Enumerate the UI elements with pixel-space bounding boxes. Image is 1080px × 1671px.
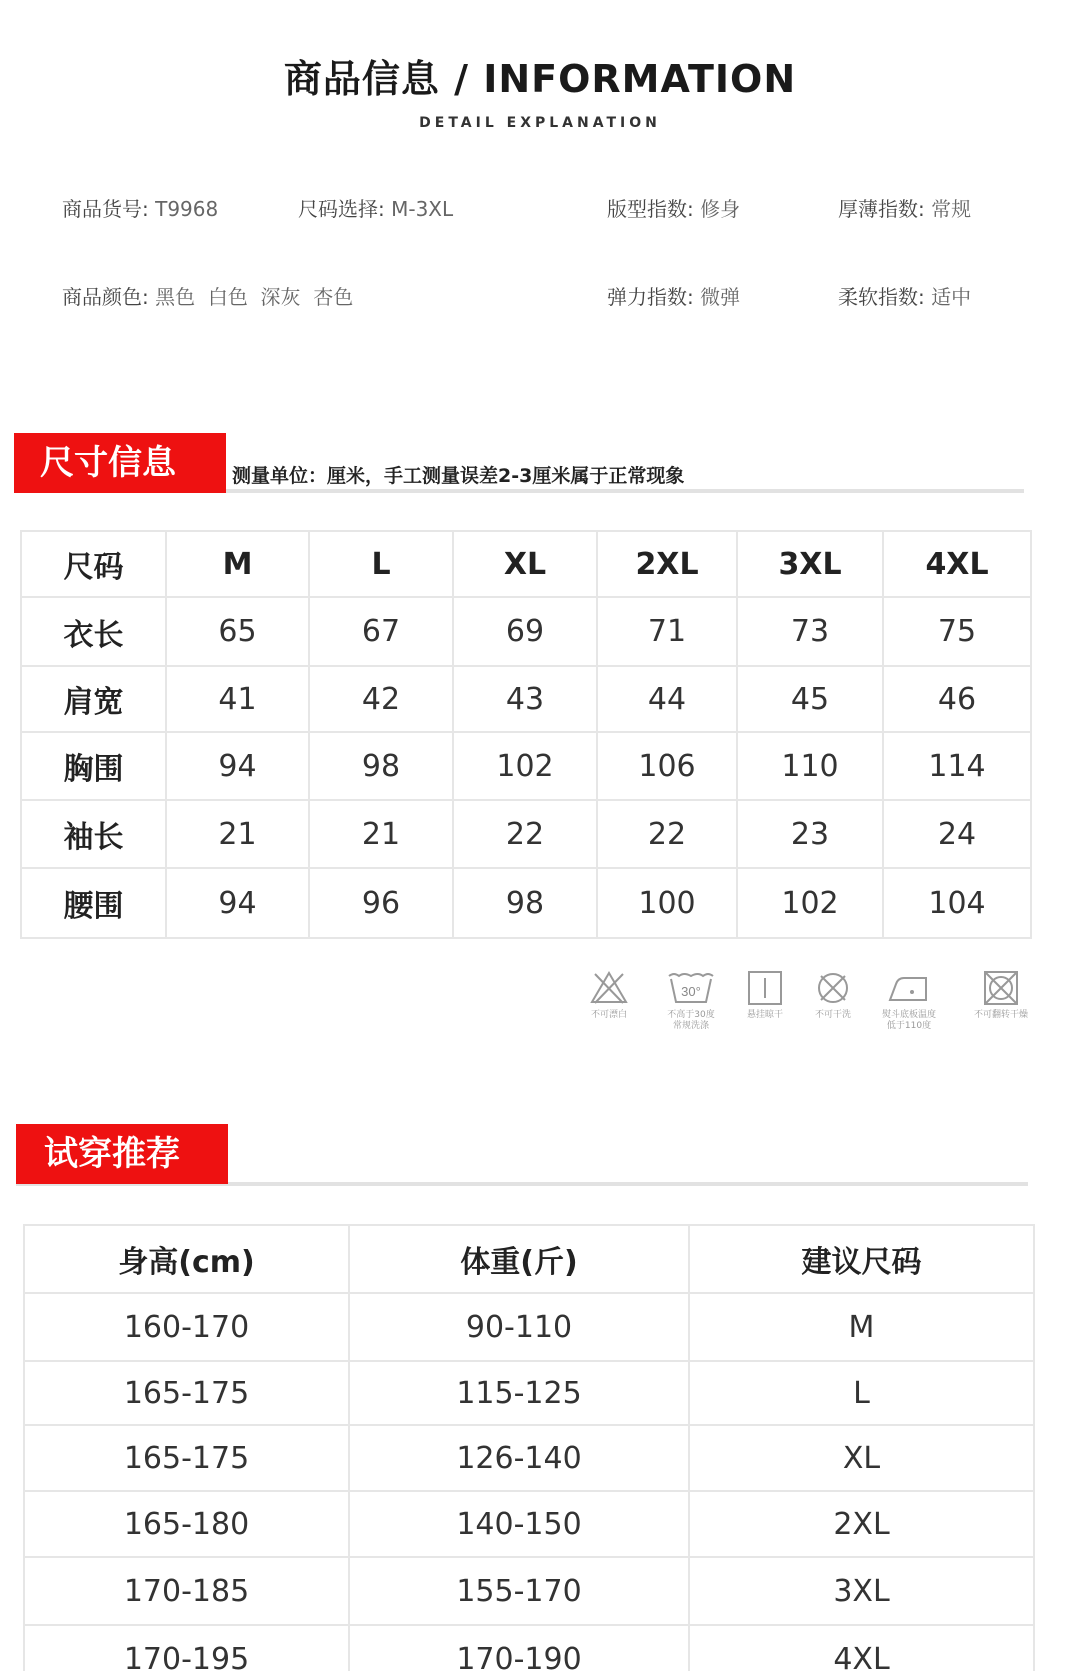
measurement-name: 衣长	[21, 597, 166, 666]
measurement-value: 41	[166, 666, 309, 732]
care-item: 不可漂白	[574, 970, 644, 1021]
fit-table-row	[24, 1557, 1034, 1625]
size-table-row	[21, 666, 1031, 732]
size-table	[20, 530, 1032, 939]
info-item-size-range: 尺码选择: M-3XL	[298, 197, 454, 221]
care-item: 不可干洗	[803, 970, 863, 1021]
weight-range: 140-150	[349, 1491, 689, 1557]
measurement-value: 73	[737, 597, 883, 666]
recommended-size: L	[689, 1361, 1034, 1425]
measurement-value: 106	[597, 732, 737, 800]
measurement-value: 65	[166, 597, 309, 666]
fit-table	[23, 1224, 1035, 1671]
svg-text:30°: 30°	[681, 984, 701, 999]
measurement-value: 69	[453, 597, 597, 666]
page-subtitle: DETAIL EXPLANATION	[419, 115, 661, 131]
recommended-size: M	[689, 1293, 1034, 1361]
measurement-value: 43	[453, 666, 597, 732]
iron-low-icon	[886, 970, 932, 1006]
fit-section-label: 试穿推荐	[16, 1124, 228, 1184]
recommended-size: XL	[689, 1425, 1034, 1491]
no-dry-clean-icon	[815, 970, 851, 1006]
measurement-value: 22	[453, 800, 597, 868]
measurement-value: 114	[883, 732, 1031, 800]
size-table-header-cell: 4XL	[883, 531, 1031, 597]
measurement-value: 23	[737, 800, 883, 868]
measurement-value: 44	[597, 666, 737, 732]
page-title: 商品信息 / INFORMATION	[283, 57, 797, 101]
size-table-header-cell: 尺码	[21, 531, 166, 597]
height-range: 170-185	[24, 1557, 349, 1625]
info-item-sku: 商品货号: T9968	[62, 197, 219, 221]
measurement-value: 46	[883, 666, 1031, 732]
size-table-row	[21, 732, 1031, 800]
weight-range: 155-170	[349, 1557, 689, 1625]
measurement-note: 测量单位：厘米，手工测量误差2-3厘米属于正常现象	[232, 465, 685, 487]
care-item: 悬挂晾干	[735, 970, 795, 1021]
fit-section-header	[16, 1124, 1028, 1184]
fit-table-header-cell: 身高(cm)	[24, 1225, 349, 1293]
measurement-value: 45	[737, 666, 883, 732]
measurement-value: 24	[883, 800, 1031, 868]
measurement-value: 22	[597, 800, 737, 868]
measurement-value: 100	[597, 868, 737, 938]
fit-table-row	[24, 1491, 1034, 1557]
measurement-value: 21	[166, 800, 309, 868]
measurement-value: 94	[166, 732, 309, 800]
measurement-value: 102	[737, 868, 883, 938]
measurement-value: 110	[737, 732, 883, 800]
no-tumble-dry-icon	[983, 970, 1019, 1006]
height-range: 165-180	[24, 1491, 349, 1557]
measurement-value: 67	[309, 597, 453, 666]
wash-30-icon	[666, 970, 716, 1006]
measurement-name: 腰围	[21, 868, 166, 938]
size-table-header-cell: XL	[453, 531, 597, 597]
size-table-header-cell: 2XL	[597, 531, 737, 597]
info-item-fit: 版型指数: 修身	[607, 197, 741, 221]
height-range: 165-175	[24, 1361, 349, 1425]
info-item-colors: 商品颜色: 黑色 白色 深灰 杏色	[62, 285, 354, 309]
size-section-header	[14, 433, 1024, 493]
size-table-row	[21, 868, 1031, 938]
info-item-elasticity: 弹力指数: 微弹	[607, 285, 741, 309]
fit-table-header-cell: 体重(斤)	[349, 1225, 689, 1293]
measurement-value: 98	[453, 868, 597, 938]
measurement-value: 94	[166, 868, 309, 938]
measurement-name: 胸围	[21, 732, 166, 800]
fit-table-row	[24, 1293, 1034, 1361]
height-range: 165-175	[24, 1425, 349, 1491]
fit-table-row	[24, 1625, 1034, 1671]
no-bleach-icon	[589, 970, 629, 1006]
size-table-row	[21, 597, 1031, 666]
size-section-label: 尺寸信息	[14, 433, 226, 493]
size-table-header-cell: M	[166, 531, 309, 597]
info-item-thickness: 厚薄指数: 常规	[838, 197, 972, 221]
weight-range: 115-125	[349, 1361, 689, 1425]
measurement-name: 肩宽	[21, 666, 166, 732]
measurement-name: 袖长	[21, 800, 166, 868]
measurement-value: 75	[883, 597, 1031, 666]
size-table-row	[21, 800, 1031, 868]
fit-table-row	[24, 1361, 1034, 1425]
hang-dry-icon	[747, 970, 783, 1006]
measurement-value: 98	[309, 732, 453, 800]
size-table-header-row	[21, 531, 1031, 597]
care-item: 不可翻转干燥	[965, 970, 1037, 1021]
page-header	[0, 48, 1080, 131]
care-symbols	[0, 970, 1080, 1050]
fit-table-header-row	[24, 1225, 1034, 1293]
recommended-size: 3XL	[689, 1557, 1034, 1625]
size-table-header-cell: L	[309, 531, 453, 597]
recommended-size: 4XL	[689, 1625, 1034, 1671]
height-range: 160-170	[24, 1293, 349, 1361]
recommended-size: 2XL	[689, 1491, 1034, 1557]
measurement-value: 104	[883, 868, 1031, 938]
height-range: 170-195	[24, 1625, 349, 1671]
care-item: 熨斗底板温度 低于110度	[872, 970, 946, 1032]
measurement-value: 21	[309, 800, 453, 868]
measurement-value: 71	[597, 597, 737, 666]
weight-range: 126-140	[349, 1425, 689, 1491]
care-item: 30° 不高于30度 常规洗涤	[652, 970, 730, 1032]
measurement-value: 42	[309, 666, 453, 732]
size-table-header-cell: 3XL	[737, 531, 883, 597]
weight-range: 90-110	[349, 1293, 689, 1361]
info-item-softness: 柔软指数: 适中	[838, 285, 972, 309]
measurement-value: 102	[453, 732, 597, 800]
fit-table-row	[24, 1425, 1034, 1491]
weight-range: 170-190	[349, 1625, 689, 1671]
fit-table-header-cell: 建议尺码	[689, 1225, 1034, 1293]
measurement-value: 96	[309, 868, 453, 938]
